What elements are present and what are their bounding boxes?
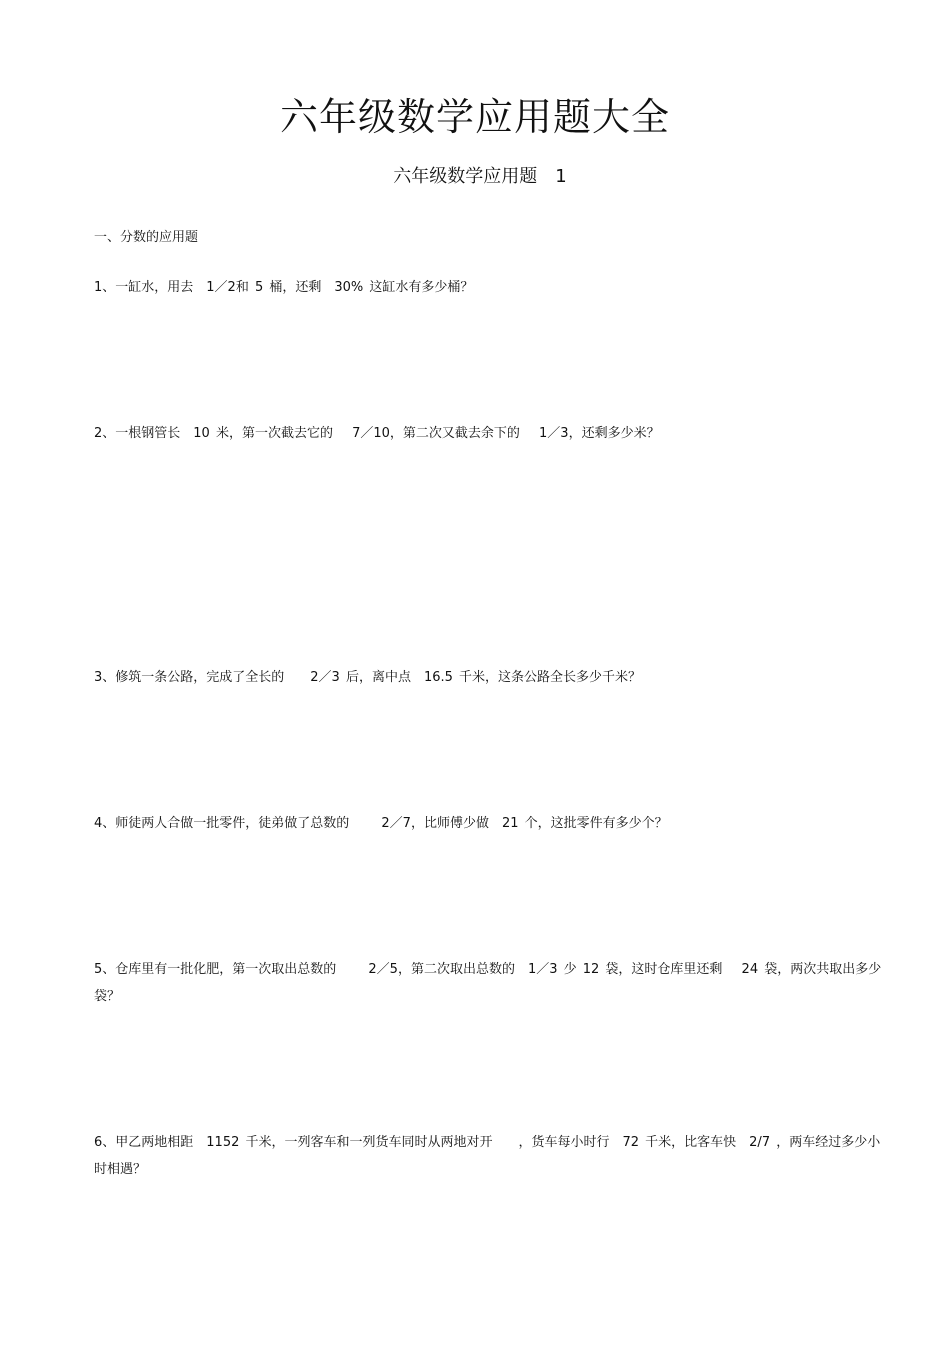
question-1: 1、一缸水，用去 1／2和 5 桶，还剩 30% 这缸水有多少桶？ xyxy=(94,280,474,295)
page-subtitle: 六年级数学应用题 1 xyxy=(393,166,567,187)
page-title: 六年级数学应用题大全 xyxy=(279,95,670,139)
question-2: 2、一根钢管长 10 米，第一次截去它的 7／10，第二次又截去余下的 1／3，还剩多少米？ xyxy=(94,426,660,441)
question-3: 3、修筑一条公路，完成了全长的 2／3 后，离中点 16.5 千米，这条公路全长多少千米？ xyxy=(94,670,642,685)
question-5: 5、仓库里有一批化肥，第一次取出总数的 2／5，第二次取出总数的 1／3 少 12 袋，这时仓库里还剩 24 袋，两次共取出多少袋？ xyxy=(94,962,882,1004)
section-heading: 一、分数的应用题 xyxy=(94,230,199,245)
question-6: 6、甲乙两地相距 1152 千米，一列客车和一列货车同时从两地对开 ，货车每小时行 72 千米，比客车快 2/7 ，两车经过多少小时相遇？ xyxy=(94,1135,881,1177)
question-4: 4、师徒两人合做一批零件，徒弟做了总数的 2／7，比师傅少做 21 个，这批零件有多少个？ xyxy=(94,816,668,831)
